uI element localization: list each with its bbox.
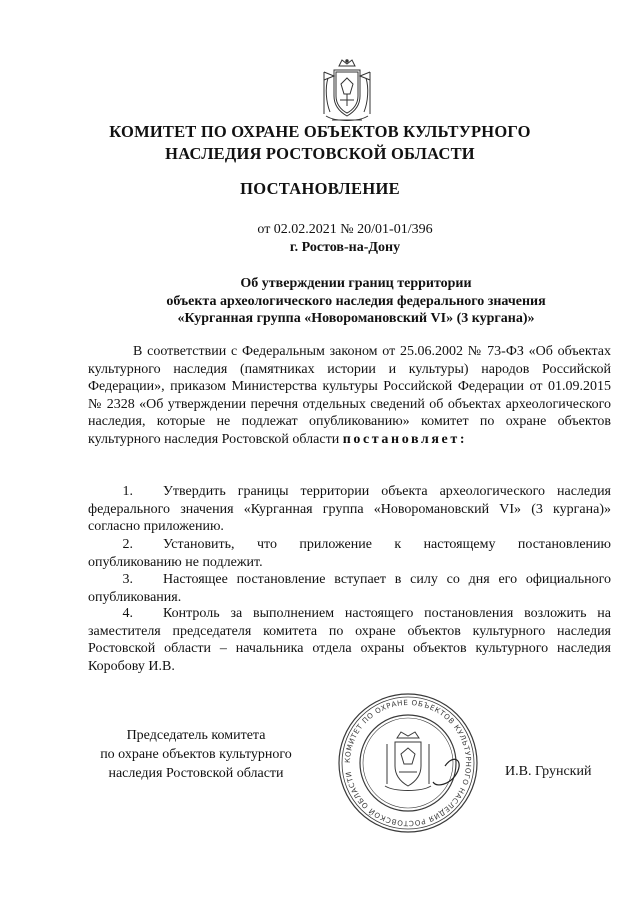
official-seal-stamp <box>337 692 479 834</box>
document-subject <box>0 275 640 328</box>
decree-item-number: 3. <box>122 572 133 587</box>
signatory-position-line-1: Председатель комитета <box>126 728 266 743</box>
signatory-position <box>80 726 312 783</box>
decree-item-number: 4. <box>122 606 133 621</box>
svg-text:КОМИТЕТ ПО ОХРАНЕ ОБЪЕКТОВ КУЛ <box>343 698 473 828</box>
organization-title-line-1: КОМИТЕТ ПО ОХРАНЕ ОБЪЕКТОВ КУЛЬТУРНОГО <box>109 122 531 141</box>
city: г. Ростов-на-Дону <box>289 240 401 255</box>
subject-line-3: «Курганная группа «Новоромановский VI» (3 кургана)» <box>177 311 535 326</box>
date-number: от 02.02.2021 № 20/01-01/396 <box>257 222 433 237</box>
coat-of-arms-emblem <box>318 58 376 124</box>
decree-item-number: 1. <box>122 484 133 499</box>
decree-item-text: Контроль за выполнением настоящего постановления возложить на заместителя председателя комитета по охране объектов культурного наследия Ростовской области – начальника отдела охраны объектов культурного наследия Коробову И.В. <box>88 606 611 674</box>
signatory-name: И.В. Грунский <box>505 764 592 779</box>
decree-item-number: 2. <box>122 537 133 552</box>
organization-title-line-2: НАСЛЕДИЯ РОСТОВСКОЙ ОБЛАСТИ <box>165 144 475 163</box>
decree-item-2 <box>88 536 611 571</box>
preamble-paragraph <box>88 343 611 448</box>
signatory-position-line-2: по охране объектов культурного <box>100 747 292 762</box>
date-number-block <box>0 221 640 257</box>
signatory-position-line-3: наследия Ростовской области <box>108 766 284 781</box>
decree-item-4 <box>88 605 611 675</box>
organization-title <box>0 121 640 165</box>
decree-word: постановляет: <box>342 431 468 447</box>
decree-item-1 <box>88 483 611 536</box>
subject-line-2: объекта археологического наследия федерального значения <box>166 293 546 309</box>
decree-item-text: Настоящее постановление вступает в силу со дня его официального опубликования. <box>88 572 611 605</box>
preamble-text: В соответствии с Федеральным законом от 25.06.2002 № 73-ФЗ «Об объектах культурного наследия (памятниках истории и культуры) народов Российской Федерации», приказом Министерства культуры Российской Федерации от 01.09.2015 № 2328 «Об утверждении перечня отдельных сведений об объектах археологического наследия, которые не подлежат опубликованию» комитет по охране объектов культурного наследия Ростовской области <box>88 344 611 447</box>
decree-item-text: Установить, что приложение к настоящему постановлению опубликованию не подлежит. <box>88 537 611 570</box>
decree-item-3 <box>88 571 611 606</box>
decree-item-text: Утвердить границы территории объекта археологического наследия федерального значения «Курганная группа «Новоромановский VI» (3 кургана)» согласно приложению. <box>88 484 611 534</box>
seal-ring-text: КОМИТЕТ ПО ОХРАНЕ ОБЪЕКТОВ КУЛЬТУРНОГО НАСЛЕДИЯ РОСТОВСКОЙ ОБЛАСТИ <box>342 697 474 829</box>
document-type-heading: ПОСТАНОВЛЕНИЕ <box>240 179 400 198</box>
subject-line-1: Об утверждении границ территории <box>240 276 472 291</box>
